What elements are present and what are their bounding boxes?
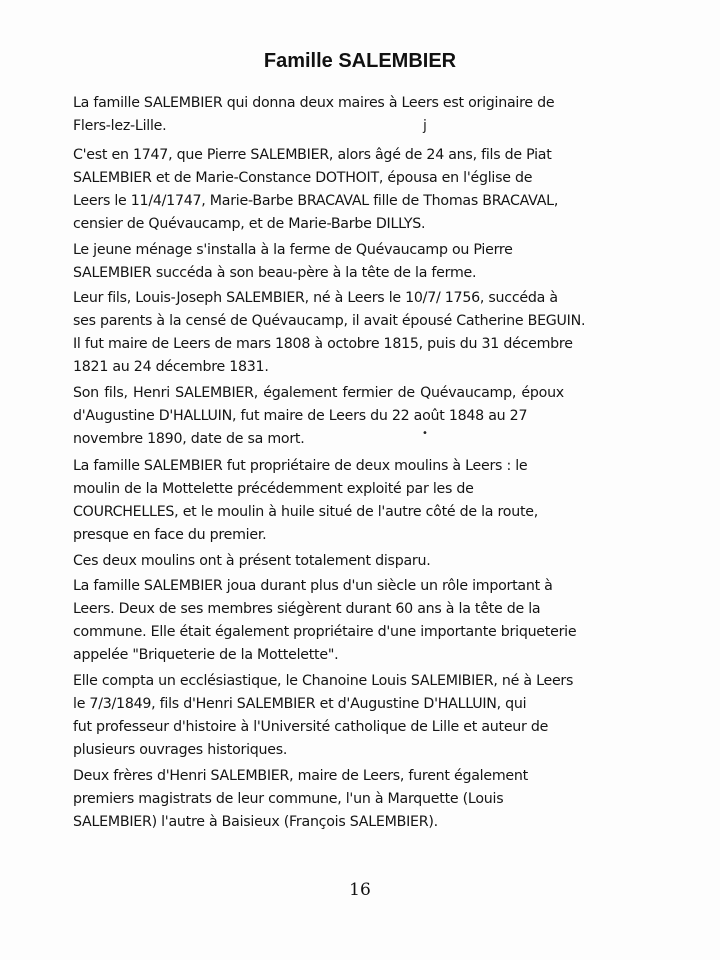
text-line: COURCHELLES, et le moulin à huile situé de l'autre côté de la route, — [73, 504, 538, 520]
paragraph-henri — [73, 382, 673, 451]
text-line: Ces deux moulins ont à présent totalement disparu. — [73, 553, 431, 569]
text-line: Le jeune ménage s'installa à la ferme de Quévaucamp ou Pierre — [73, 242, 513, 258]
paragraph-farm — [73, 239, 673, 285]
text-line: novembre 1890, date de sa mort. — [73, 431, 305, 447]
text-line: d'Augustine D'HALLUIN, fut maire de Leers du 22 août 1848 au 27 — [73, 408, 528, 424]
paragraph-louis-joseph — [73, 287, 673, 379]
page-title: Famille SALEMBIER — [263, 50, 457, 72]
text-line: appelée "Briqueterie de la Mottelette". — [73, 647, 339, 663]
text-line: Leers le 11/4/1747, Marie-Barbe BRACAVAL fille de Thomas BRACAVAL, — [73, 193, 559, 209]
text-line: Leur fils, Louis-Joseph SALEMBIER, né à Leers le 10/7/ 1756, succéda à — [73, 290, 558, 306]
text-line: moulin de la Mottelette précédemment exploité par les de — [73, 481, 474, 497]
text-line: commune. Elle était également propriétaire d'une importante briqueterie — [73, 624, 577, 640]
paragraph-origin — [73, 92, 673, 138]
stray-mark: j — [423, 118, 427, 134]
text-line: 1821 au 24 décembre 1831. — [73, 359, 269, 375]
paragraph-brothers — [73, 765, 673, 834]
text-line: La famille SALEMBIER qui donna deux maires à Leers est originaire de — [73, 95, 555, 111]
paragraph-marriage-1747 — [73, 144, 673, 236]
paragraph-mills-gone — [73, 550, 673, 573]
text-line: C'est en 1747, que Pierre SALEMBIER, alors âgé de 24 ans, fils de Piat — [73, 147, 552, 163]
stray-dot: • — [422, 428, 428, 439]
paragraph-canon — [73, 670, 673, 762]
text-line: Il fut maire de Leers de mars 1808 à octobre 1815, puis du 31 décembre — [73, 336, 573, 352]
text-line: Flers-lez-Lille. — [73, 118, 167, 134]
text-line: le 7/3/1849, fils d'Henri SALEMBIER et d'Augustine D'HALLUIN, qui — [73, 696, 527, 712]
text-line: Son fils, Henri SALEMBIER, également fermier de Quévaucamp, époux — [73, 385, 564, 401]
text-line: SALEMBIER) l'autre à Baisieux (François SALEMBIER). — [73, 814, 438, 830]
text-line: plusieurs ouvrages historiques. — [73, 742, 288, 758]
text-line: SALEMBIER succéda à son beau-père à la tête de la ferme. — [73, 265, 477, 281]
text-line: Elle compta un ecclésiastique, le Chanoine Louis SALEMIBIER, né à Leers — [73, 673, 574, 689]
text-line: presque en face du premier. — [73, 527, 267, 543]
text-line: premiers magistrats de leur commune, l'un à Marquette (Louis — [73, 791, 504, 807]
text-line: censier de Quévaucamp, et de Marie-Barbe DILLYS. — [73, 216, 426, 232]
paragraph-mills — [73, 455, 673, 547]
text-line: Deux frères d'Henri SALEMBIER, maire de Leers, furent également — [73, 768, 528, 784]
text-line: fut professeur d'histoire à l'Université catholique de Lille et auteur de — [73, 719, 549, 735]
text-line: SALEMBIER et de Marie-Constance DOTHOIT, épousa en l'église de — [73, 170, 533, 186]
paragraph-role — [73, 575, 673, 667]
text-line: Leers. Deux de ses membres siégèrent durant 60 ans à la tête de la — [73, 601, 541, 617]
page-number: 16 — [349, 880, 371, 900]
text-line: La famille SALEMBIER joua durant plus d'un siècle un rôle important à — [73, 578, 553, 594]
text-line: ses parents à la censé de Quévaucamp, il avait épousé Catherine BEGUIN. — [73, 313, 586, 329]
text-line: La famille SALEMBIER fut propriétaire de deux moulins à Leers : le — [73, 458, 528, 474]
